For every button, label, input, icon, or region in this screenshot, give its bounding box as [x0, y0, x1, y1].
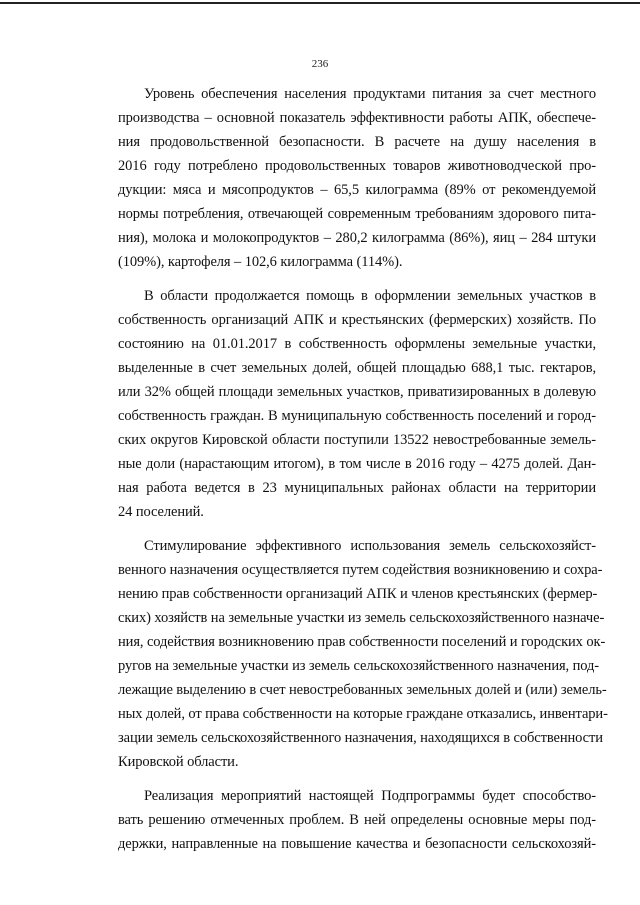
text-line: ния), молока и молокопродуктов – 280,2 килограмма (86%), яиц – 284 штуки: [118, 230, 596, 246]
text-line: держки, направленные на повышение качества и безопасности сельскохозяй-: [118, 836, 596, 852]
page-number: 236: [311, 58, 329, 70]
paragraph-spacer: [118, 774, 596, 784]
text-line: ных долей, от права собственности на которые граждане отказались, инвентари-: [118, 706, 608, 722]
text-line: 24 поселений.: [118, 504, 204, 520]
document-body: [118, 82, 608, 856]
paragraph-spacer: [118, 524, 596, 534]
text-line: зации земель сельскохозяйственного назначения, находящихся в собственности: [118, 730, 603, 746]
text-line: выделенные в счет земельных долей, общей площадью 688,1 тыс. гектаров,: [118, 360, 596, 376]
paragraph: [118, 784, 596, 856]
paragraph: [118, 82, 596, 274]
text-line: ния продовольственной безопасности. В расчете на душу населения в: [118, 134, 596, 150]
text-line: Уровень обеспечения населения продуктами питания за счет местного: [144, 86, 596, 102]
text-line: В области продолжается помощь в оформлении земельных участков в: [144, 288, 596, 304]
text-line: ная работа ведется в 23 муниципальных районах области на территории: [118, 480, 596, 496]
text-line: 2016 году потреблено продовольственных товаров животноводческой про-: [118, 158, 596, 174]
text-line: состоянию на 01.01.2017 в собственность оформлены земельные участки,: [118, 336, 596, 352]
text-line: или 32% общей площади земельных участков, приватизированных в долевую: [118, 384, 596, 400]
text-line: ругов на земельные участки из земель сельскохозяйственного назначения, под-: [118, 658, 600, 674]
text-line: собственность организаций АПК и крестьянских (фермерских) хозяйств. По: [118, 312, 596, 328]
text-line: венного назначения осуществляется путем содействия возникновению и сохра-: [118, 562, 603, 578]
text-line: ских) хозяйств на земельные участки из земель сельскохозяйственного назначе-: [118, 610, 605, 626]
paragraph: [118, 284, 596, 524]
paragraph-spacer: [118, 274, 596, 284]
text-line: нормы потребления, отвечающей современным требованиям здорового пита-: [118, 206, 596, 222]
text-line: Реализация мероприятий настоящей Подпрограммы будет способство-: [144, 788, 596, 804]
text-line: нению прав собственности организаций АПК и членов крестьянских (фермер-: [118, 586, 598, 602]
text-line: производства – основной показатель эффективности работы АПК, обеспече-: [118, 110, 596, 126]
paragraph: [118, 534, 608, 774]
text-line: дукции: мяса и мясопродуктов – 65,5 килограмма (89% от рекомендуемой: [118, 182, 596, 198]
top-border-line: [0, 2, 640, 4]
text-line: ских округов Кировской области поступили 13522 невостребованные земель-: [118, 432, 596, 448]
text-line: лежащие выделению в счет невостребованных земельных долей и (или) земель-: [118, 682, 607, 698]
text-line: ные доли (нарастающим итогом), в том числе в 2016 году – 4275 долей. Дан-: [118, 456, 596, 472]
text-line: ния, содействия возникновению прав собственности поселений и городских ок-: [118, 634, 606, 650]
text-line: Стимулирование эффективного использования земель сельскохозяйст-: [144, 538, 596, 554]
text-line: Кировской области.: [118, 754, 239, 770]
text-line: (109%), картофеля – 102,6 килограмма (114%).: [118, 254, 403, 270]
text-line: собственность граждан. В муниципальную собственность поселений и город-: [118, 408, 596, 424]
text-line: вать решению отмеченных проблем. В ней определены основные меры под-: [118, 812, 596, 828]
